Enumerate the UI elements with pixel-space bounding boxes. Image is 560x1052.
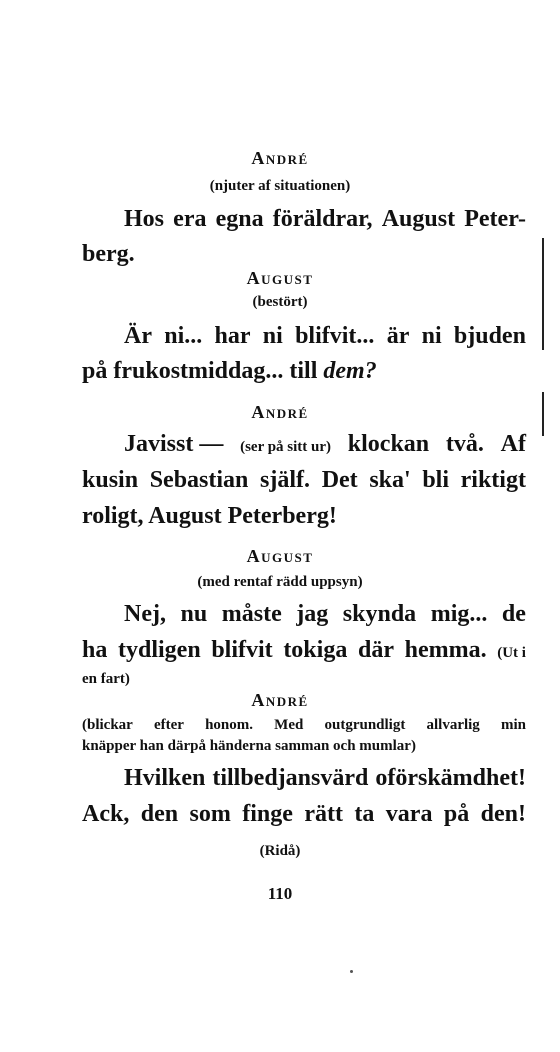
dialogue-text: Javisst — [124,431,224,457]
word: era [173,206,207,232]
word: Af [500,431,526,457]
word: Är [124,323,152,349]
speaker-name: André [251,402,309,422]
word: (blickar [82,717,133,733]
scan-speck [350,970,353,973]
dialogue-line [124,764,526,792]
word: rätt [304,801,343,827]
scan-margin-line [542,238,544,350]
speaker-name: August [246,268,314,288]
dialogue-text: på frukostmiddag... till [82,358,324,384]
word: Ack, [82,801,130,827]
word: ska' [369,467,411,493]
stage-direction-line: knäpper han därpå händerna samman och mumlar) [82,738,416,754]
word: nu [180,601,208,627]
word: jag [296,601,329,627]
word: bjuden [453,323,526,349]
word: honom. [205,717,254,733]
dialogue-line [82,636,526,667]
dialogue-line [124,322,526,350]
stage-direction: (njuter af situationen) [209,178,351,194]
word: kusin [82,467,139,493]
word: Sebastian [149,467,249,493]
stage-direction: (bestört) [252,294,308,310]
word: som [189,801,231,827]
word: föräldrar, [272,206,373,232]
page-number: 110 [267,884,293,903]
word: ha [82,637,108,663]
word: ni [262,323,283,349]
word: tillbedjansvärd [212,765,369,791]
word: Nej, [124,601,166,627]
word: måste [221,601,282,627]
dialogue-line: berg. [82,241,135,267]
word: ta [354,801,375,827]
stage-direction-line [82,716,526,734]
dialogue-line [82,466,526,494]
word: Det [321,467,358,493]
word: outgrundligt [324,717,406,733]
word: finge [242,801,293,827]
word: hemma. [404,637,487,663]
word: blifvit... [295,323,375,349]
word: ni... [164,323,203,349]
inline-stage-direction: (ser på sitt ur) [240,439,332,455]
closing-stage-direction: (Ridå) [259,843,301,859]
word: ni [421,323,442,349]
word: min [500,717,526,733]
speaker-name: August [246,546,314,566]
dialogue-line [82,800,526,828]
word: bli [422,467,449,493]
word: har [214,323,251,349]
word: på [443,801,470,827]
dialogue-line [124,430,526,461]
dialogue-line [124,205,526,233]
word: själf. [260,467,311,493]
word: två. [445,431,484,457]
word: där [357,637,394,663]
word: Hvilken [124,765,206,791]
inline-stage-direction: (Ut i [497,645,526,661]
word: blifvit [211,637,273,663]
word: klockan [347,431,430,457]
word: allvarlig [426,717,480,733]
word: Hos [124,206,165,232]
word: Med [274,717,304,733]
word: är [386,323,410,349]
word: August [381,206,456,232]
word: riktigt [460,467,526,493]
scan-margin-line [542,392,544,436]
word: tokiga [283,637,348,663]
emphasized-word: dem? [323,358,377,384]
word: oförskämdhet! [375,765,526,791]
word: efter [153,717,184,733]
word: mig... [430,601,488,627]
word: den [140,801,179,827]
stage-direction: (med rentaf rädd uppsyn) [197,574,363,590]
word: egna [215,206,264,232]
word: skynda [342,601,417,627]
word: den! [480,801,526,827]
dialogue-line [124,600,526,628]
word: Peter- [464,206,526,232]
speaker-name: André [251,148,309,168]
stage-direction-continued: en fart) [82,671,130,687]
word: vara [385,801,433,827]
dialogue-line: roligt, August Peterberg! [82,503,337,529]
word: de [501,601,526,627]
word: tydligen [118,637,201,663]
speaker-name: André [251,690,309,710]
dialogue-line [82,357,526,385]
